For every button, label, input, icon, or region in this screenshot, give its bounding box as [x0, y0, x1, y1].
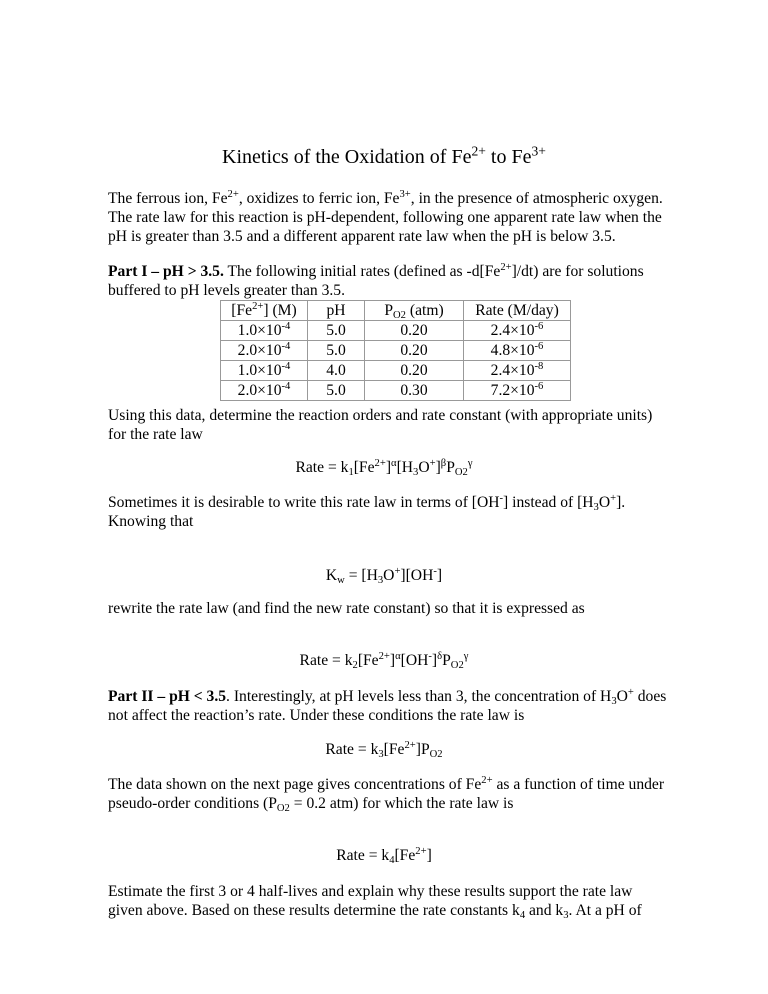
text-segment: K — [325, 567, 338, 584]
text-segment: 2+ — [404, 740, 416, 752]
text-segment: O — [383, 567, 395, 584]
estimate-paragraph — [108, 882, 668, 920]
text-segment: P — [446, 459, 455, 476]
text-segment: [H — [396, 459, 414, 476]
text-segment: O2 — [429, 749, 443, 761]
text-segment: 2.0×10 — [237, 382, 282, 399]
cell-rate — [464, 341, 571, 361]
text-segment: 5.0 — [326, 382, 346, 399]
text-segment: -6 — [534, 341, 544, 353]
text-segment: 1.0×10 — [237, 362, 282, 379]
text-segment: ] — [431, 652, 438, 669]
text-segment: = [H — [344, 567, 378, 584]
text-segment: γ — [463, 651, 469, 663]
text-segment: and k — [525, 902, 564, 919]
text-segment: 2+ — [378, 651, 390, 663]
text-segment: pH — [326, 302, 346, 319]
text-segment: Rate = k — [299, 652, 353, 669]
text-segment: 5.0 — [326, 322, 346, 339]
text-segment: 2 — [352, 660, 358, 672]
next-page-data-paragraph — [108, 775, 668, 813]
text-segment: ] — [436, 567, 443, 584]
cell-ph — [308, 341, 365, 361]
text-segment: 3 — [413, 467, 419, 479]
text-segment: α — [395, 651, 401, 663]
table-header-row — [221, 301, 571, 321]
text-segment: P — [384, 302, 394, 319]
sometimes-paragraph — [108, 493, 668, 531]
rate-data-table — [220, 300, 571, 401]
text-segment: -8 — [534, 361, 544, 373]
text-segment: 1.0×10 — [237, 322, 282, 339]
text-segment: Kinetics of the Oxidation of Fe — [222, 146, 472, 168]
text-segment: -4 — [281, 381, 291, 393]
text-segment: Rate = k — [336, 847, 390, 864]
text-segment: - — [428, 651, 432, 663]
text-segment: The data shown on the next page gives concentrations of Fe — [108, 776, 482, 793]
rate-law-equation-1 — [0, 458, 768, 477]
text-segment: + — [429, 458, 436, 470]
text-segment: ]/dt) are for solutions buffered to pH levels greater than 3.5. — [108, 263, 644, 299]
table-row — [221, 381, 571, 401]
text-segment: 3+ — [399, 189, 411, 201]
text-segment: , oxidizes to ferric ion, Fe — [238, 190, 400, 207]
cell-po2 — [365, 321, 464, 341]
cell-rate — [464, 381, 571, 401]
text-segment: , in the presence of atmospheric oxygen. The rate law for this reaction is pH-dependent, following one apparent rate law when the pH is greater than 3.5 and a different apparent rate law when the pH is below 3.5. — [108, 190, 663, 245]
text-segment: -6 — [534, 321, 544, 333]
text-segment: 7.2×10 — [490, 382, 535, 399]
text-segment: + — [610, 493, 617, 505]
text-segment: 2.4×10 — [490, 362, 535, 379]
text-segment: -4 — [281, 321, 291, 333]
intro-paragraph — [108, 189, 668, 246]
cell-ph — [308, 381, 365, 401]
header-ph — [308, 301, 365, 321]
cell-fe — [221, 361, 308, 381]
text-segment: α — [391, 458, 397, 470]
cell-ph — [308, 321, 365, 341]
rate-law-equation-2 — [0, 651, 768, 670]
text-segment: 5.0 — [326, 342, 346, 359]
text-segment: 2+ — [374, 458, 386, 470]
text-segment: = 0.2 atm) for which the rate law is — [289, 795, 514, 812]
text-segment: -4 — [281, 361, 291, 373]
cell-po2 — [365, 341, 464, 361]
text-segment: 2+ — [227, 189, 239, 201]
text-segment: ] (M) — [263, 302, 297, 319]
table-row — [221, 361, 571, 381]
text-segment: 2+ — [415, 846, 427, 858]
text-segment: The ferrous ion, Fe — [108, 190, 228, 207]
text-segment: 0.20 — [400, 342, 428, 359]
text-segment: [Fe — [383, 741, 405, 758]
cell-po2 — [365, 381, 464, 401]
using-data-paragraph — [108, 406, 668, 444]
text-segment: 2+ — [481, 775, 493, 787]
text-segment: . At a pH of — [568, 902, 642, 919]
text-segment: to Fe — [485, 146, 532, 168]
document-title — [0, 143, 768, 168]
text-segment: O2 — [454, 467, 468, 479]
cell-ph — [308, 361, 365, 381]
header-po2 — [365, 301, 464, 321]
text-segment: 0.20 — [400, 322, 428, 339]
text-segment: 0.30 — [400, 382, 428, 399]
text-segment: ]. Knowing that — [108, 494, 626, 530]
text-segment: Sometimes it is desirable to write this rate law in terms of [OH — [108, 494, 500, 511]
text-segment: Estimate the first 3 or 4 half-lives and explain why these results support the rate law given above. Based on these results determine the rate constants k — [108, 883, 633, 919]
text-segment: 2+ — [500, 262, 512, 274]
header-rate — [464, 301, 571, 321]
text-segment: δ — [437, 651, 443, 663]
text-segment: 2.4×10 — [490, 322, 535, 339]
text-segment: 2+ — [252, 301, 264, 313]
text-segment: ] — [389, 652, 396, 669]
text-segment: γ — [467, 458, 473, 470]
text-segment: 4 — [389, 855, 395, 867]
text-segment: w — [337, 575, 345, 587]
text-segment: ] — [435, 459, 441, 476]
text-segment: [Fe — [353, 459, 375, 476]
rate-law-equation-3 — [0, 740, 768, 759]
text-segment: -6 — [534, 381, 544, 393]
rewrite-paragraph — [108, 599, 668, 618]
text-segment: . Interestingly, at pH levels less than 3, the concentration of H — [226, 688, 612, 705]
text-segment: O2 — [393, 310, 406, 322]
text-segment: - — [499, 493, 504, 505]
text-segment: [OH — [400, 652, 429, 669]
text-segment: 2+ — [471, 143, 486, 159]
text-segment: [Fe — [394, 847, 416, 864]
text-segment: 3 — [377, 575, 384, 587]
text-segment: 3 — [378, 749, 384, 761]
text-segment: 4 — [519, 910, 526, 922]
header-fe-concentration — [221, 301, 308, 321]
cell-rate — [464, 321, 571, 341]
text-segment: Rate = k — [295, 459, 349, 476]
text-segment: Part I – pH > 3.5. — [108, 263, 224, 280]
cell-fe — [221, 381, 308, 401]
text-segment: O — [616, 688, 628, 705]
text-segment: 3 — [611, 696, 617, 708]
table-row — [221, 321, 571, 341]
text-segment: 4.8×10 — [490, 342, 535, 359]
text-segment: (atm) — [405, 302, 444, 319]
text-segment: 2.0×10 — [237, 342, 282, 359]
text-segment: 4.0 — [326, 362, 346, 379]
cell-rate — [464, 361, 571, 381]
text-segment: Rate = k — [325, 741, 379, 758]
text-segment: O — [598, 494, 611, 511]
text-segment: 3 — [593, 502, 599, 514]
text-segment: 3+ — [531, 143, 546, 159]
text-segment: [Fe — [357, 652, 379, 669]
text-segment: ] — [385, 459, 392, 476]
text-segment: as a function of time under pseudo-order conditions (P — [108, 776, 665, 812]
table-row — [221, 341, 571, 361]
text-segment: ] instead of [H — [503, 494, 594, 511]
text-segment: [Fe — [231, 302, 253, 319]
text-segment: rewrite the rate law (and find the new rate constant) so that it is expressed as — [108, 600, 585, 617]
text-segment: does not affect the reaction’s rate. Under these conditions the rate law is — [108, 688, 667, 724]
text-segment: Rate (M/day) — [475, 302, 559, 319]
cell-po2 — [365, 361, 464, 381]
text-segment: The following initial rates (defined as -d[Fe — [223, 263, 501, 280]
text-segment: 3 — [563, 910, 569, 922]
text-segment: O2 — [276, 803, 290, 815]
text-segment: P — [442, 652, 451, 669]
text-segment: ] — [426, 847, 432, 864]
text-segment: Using this data, determine the reaction orders and rate constant (with appropriate units) for the rate law — [108, 407, 653, 443]
text-segment: O — [418, 459, 430, 476]
kw-equation — [0, 566, 768, 585]
text-segment: ]P — [415, 741, 430, 758]
cell-fe — [221, 321, 308, 341]
cell-fe — [221, 341, 308, 361]
rate-law-equation-4 — [0, 846, 768, 865]
text-segment: Part II – pH < 3.5 — [108, 688, 227, 705]
text-segment: - — [433, 566, 437, 578]
text-segment: O2 — [450, 660, 464, 672]
text-segment: β — [440, 458, 447, 470]
text-segment: ][OH — [400, 567, 434, 584]
text-segment: + — [394, 566, 401, 578]
part1-paragraph — [108, 262, 668, 300]
text-segment: 1 — [348, 467, 354, 479]
part2-paragraph — [108, 687, 668, 725]
text-segment: -4 — [281, 341, 291, 353]
text-segment: + — [627, 687, 634, 699]
text-segment: 0.20 — [400, 362, 428, 379]
